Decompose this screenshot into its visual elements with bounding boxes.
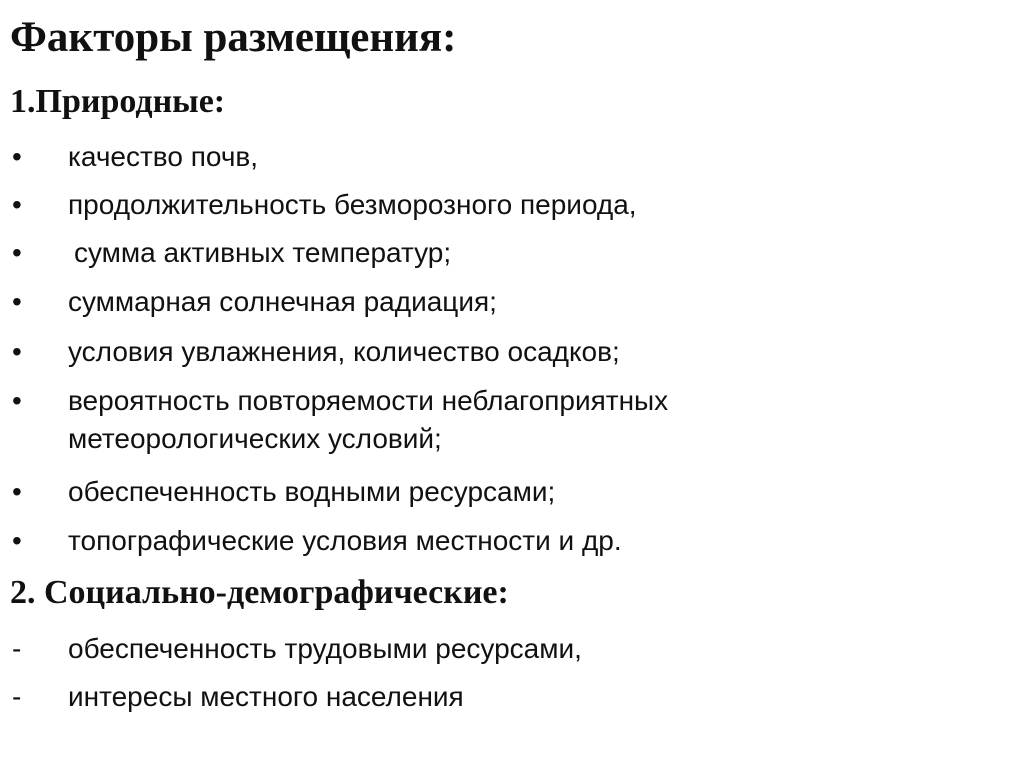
list-item: обеспеченность водными ресурсами;	[68, 476, 556, 507]
bullet-marker: •	[12, 141, 22, 172]
section-heading-natural: 1.Природные:	[10, 83, 226, 120]
list-item: суммарная солнечная радиация;	[68, 286, 497, 317]
list-item: продолжительность безморозного периода,	[68, 189, 637, 220]
dash-marker: -	[12, 681, 22, 712]
list-item: вероятность повторяемости неблагоприятных	[68, 385, 669, 416]
list-item: топографические условия местности и др.	[68, 525, 622, 556]
list-item: интересы местного населения	[68, 681, 464, 712]
slide-title: Факторы размещения:	[10, 14, 457, 61]
bullet-marker: •	[12, 189, 22, 220]
list-item: качество почв,	[68, 141, 259, 172]
bullet-marker: •	[12, 525, 22, 556]
bullet-marker: •	[12, 336, 22, 367]
list-item: обеспеченность трудовыми ресурсами,	[68, 633, 582, 664]
bullet-marker: •	[12, 476, 22, 507]
list-item: сумма активных температур;	[74, 237, 452, 268]
bullet-marker: •	[12, 385, 22, 416]
bullet-marker: •	[12, 237, 22, 268]
list-item: условия увлажнения, количество осадков;	[68, 336, 620, 367]
bullet-marker: •	[12, 286, 22, 317]
list-item-continuation: метеорологических условий;	[68, 423, 442, 454]
dash-marker: -	[12, 633, 22, 664]
section-heading-socio-demographic: 2. Социально-демографические:	[10, 574, 509, 611]
